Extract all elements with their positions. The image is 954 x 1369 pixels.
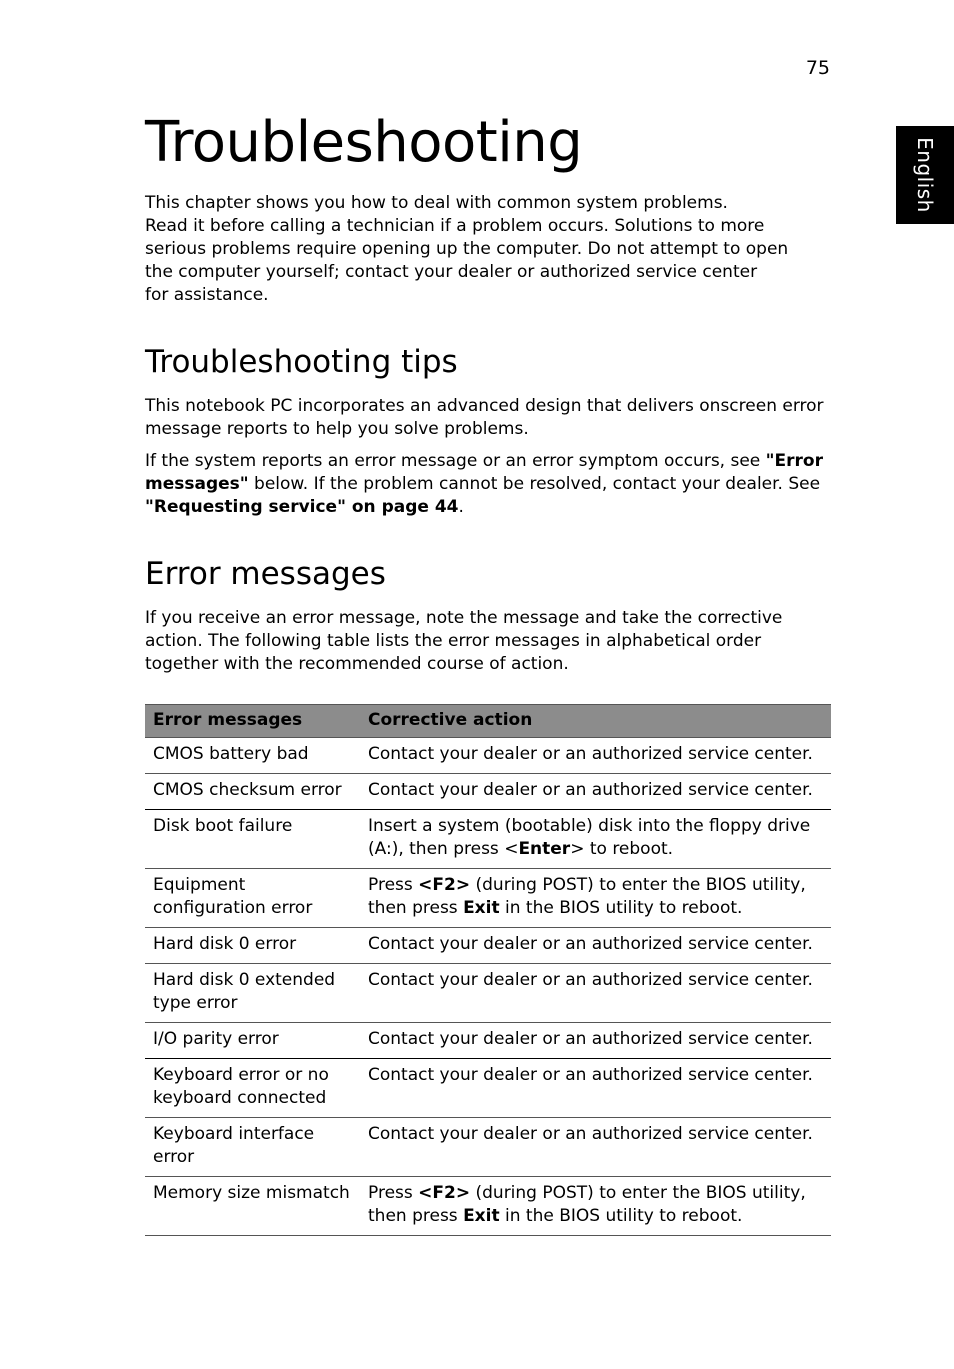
intro-line: serious problems require opening up the computer. Do not attempt to open bbox=[145, 239, 789, 259]
message-text: Keyboard interface bbox=[153, 1124, 315, 1144]
tips-line: message reports to help you solve problems. bbox=[145, 419, 529, 439]
intro-line: This chapter shows you how to deal with common system problems. bbox=[145, 193, 728, 213]
tips-paragraph-1 bbox=[145, 395, 824, 441]
language-side-tab-label: English bbox=[913, 137, 937, 213]
table-header-row bbox=[145, 705, 831, 738]
message-text: error bbox=[153, 1147, 195, 1167]
table-row bbox=[145, 1177, 831, 1236]
intro-line: for assistance. bbox=[145, 285, 269, 305]
error-message-cell bbox=[145, 964, 360, 1023]
errors-line: If you receive an error message, note the message and take the corrective bbox=[145, 608, 783, 628]
f2-key-label: <F2> bbox=[418, 1183, 471, 1203]
corrective-action-cell: Contact your dealer or an authorized service center. bbox=[360, 774, 831, 810]
action-text: (during POST) to enter the BIOS utility, bbox=[470, 875, 806, 895]
error-message-cell: Hard disk 0 error bbox=[145, 928, 360, 964]
corrective-action-cell bbox=[360, 1177, 831, 1236]
intro-line: Read it before calling a technician if a problem occurs. Solutions to more bbox=[145, 216, 765, 236]
column-header-error-messages: Error messages bbox=[145, 705, 360, 738]
tips-text: below. If the problem cannot be resolved, contact your dealer. See bbox=[248, 474, 821, 494]
table-row bbox=[145, 810, 831, 869]
message-text: keyboard connected bbox=[153, 1088, 327, 1108]
corrective-action-cell: Contact your dealer or an authorized service center. bbox=[360, 1059, 831, 1118]
action-text: in the BIOS utility to reboot. bbox=[499, 898, 743, 918]
tips-heading: Troubleshooting tips bbox=[145, 344, 458, 380]
error-message-cell bbox=[145, 1059, 360, 1118]
table-row bbox=[145, 1023, 831, 1059]
errors-line: action. The following table lists the error messages in alphabetical order bbox=[145, 631, 762, 651]
message-text: type error bbox=[153, 993, 238, 1013]
chapter-title: Troubleshooting bbox=[145, 110, 583, 175]
error-message-cell: CMOS checksum error bbox=[145, 774, 360, 810]
action-text: Press bbox=[368, 1183, 419, 1203]
exit-key-label: Exit bbox=[463, 898, 500, 918]
corrective-action-cell: Contact your dealer or an authorized service center. bbox=[360, 1118, 831, 1177]
tips-paragraph-2 bbox=[145, 450, 823, 519]
action-text: then press bbox=[368, 898, 464, 918]
corrective-action-cell: Contact your dealer or an authorized service center. bbox=[360, 1023, 831, 1059]
table-row bbox=[145, 738, 831, 774]
table-row bbox=[145, 1118, 831, 1177]
table-row bbox=[145, 928, 831, 964]
requesting-service-link[interactable]: "Requesting service" on page 44 bbox=[145, 497, 459, 517]
action-text: in the BIOS utility to reboot. bbox=[499, 1206, 743, 1226]
error-messages-link[interactable]: "Error bbox=[765, 451, 823, 471]
tips-text: If the system reports an error message or an error symptom occurs, see bbox=[145, 451, 766, 471]
error-message-cell: Disk boot failure bbox=[145, 810, 360, 869]
corrective-action-cell bbox=[360, 869, 831, 928]
errors-line: together with the recommended course of action. bbox=[145, 654, 569, 674]
message-text: Equipment bbox=[153, 875, 246, 895]
message-text: Keyboard error or no bbox=[153, 1065, 329, 1085]
language-side-tab bbox=[896, 126, 954, 224]
corrective-action-cell bbox=[360, 810, 831, 869]
action-text: Insert a system (bootable) disk into the floppy drive bbox=[368, 816, 811, 836]
chapter-intro bbox=[145, 192, 788, 307]
f2-key-label: <F2> bbox=[418, 875, 471, 895]
action-text: (during POST) to enter the BIOS utility, bbox=[470, 1183, 806, 1203]
table-row bbox=[145, 964, 831, 1023]
error-message-cell bbox=[145, 869, 360, 928]
message-text: Hard disk 0 extended bbox=[153, 970, 336, 990]
action-text: Press bbox=[368, 875, 419, 895]
table-row bbox=[145, 1059, 831, 1118]
exit-key-label: Exit bbox=[463, 1206, 500, 1226]
page-number: 75 bbox=[805, 57, 830, 79]
action-text: (A:), then press < bbox=[368, 839, 519, 859]
corrective-action-cell: Contact your dealer or an authorized service center. bbox=[360, 928, 831, 964]
tips-line: This notebook PC incorporates an advanced design that delivers onscreen error bbox=[145, 396, 824, 416]
error-message-cell: I/O parity error bbox=[145, 1023, 360, 1059]
error-message-cell: CMOS battery bad bbox=[145, 738, 360, 774]
corrective-action-cell: Contact your dealer or an authorized service center. bbox=[360, 964, 831, 1023]
error-messages-link-cont[interactable]: messages" bbox=[145, 474, 249, 494]
error-messages-intro bbox=[145, 607, 782, 676]
error-messages-table bbox=[145, 704, 831, 1236]
enter-key-label: Enter bbox=[518, 839, 571, 859]
action-text: > to reboot. bbox=[570, 839, 674, 859]
column-header-corrective-action: Corrective action bbox=[360, 705, 831, 738]
tips-text: . bbox=[458, 497, 464, 517]
message-text: configuration error bbox=[153, 898, 313, 918]
corrective-action-cell: Contact your dealer or an authorized service center. bbox=[360, 738, 831, 774]
error-messages-heading: Error messages bbox=[145, 556, 386, 592]
table-row bbox=[145, 774, 831, 810]
error-message-cell: Memory size mismatch bbox=[145, 1177, 360, 1236]
intro-line: the computer yourself; contact your dealer or authorized service center bbox=[145, 262, 758, 282]
error-message-cell bbox=[145, 1118, 360, 1177]
table-row bbox=[145, 869, 831, 928]
action-text: then press bbox=[368, 1206, 464, 1226]
